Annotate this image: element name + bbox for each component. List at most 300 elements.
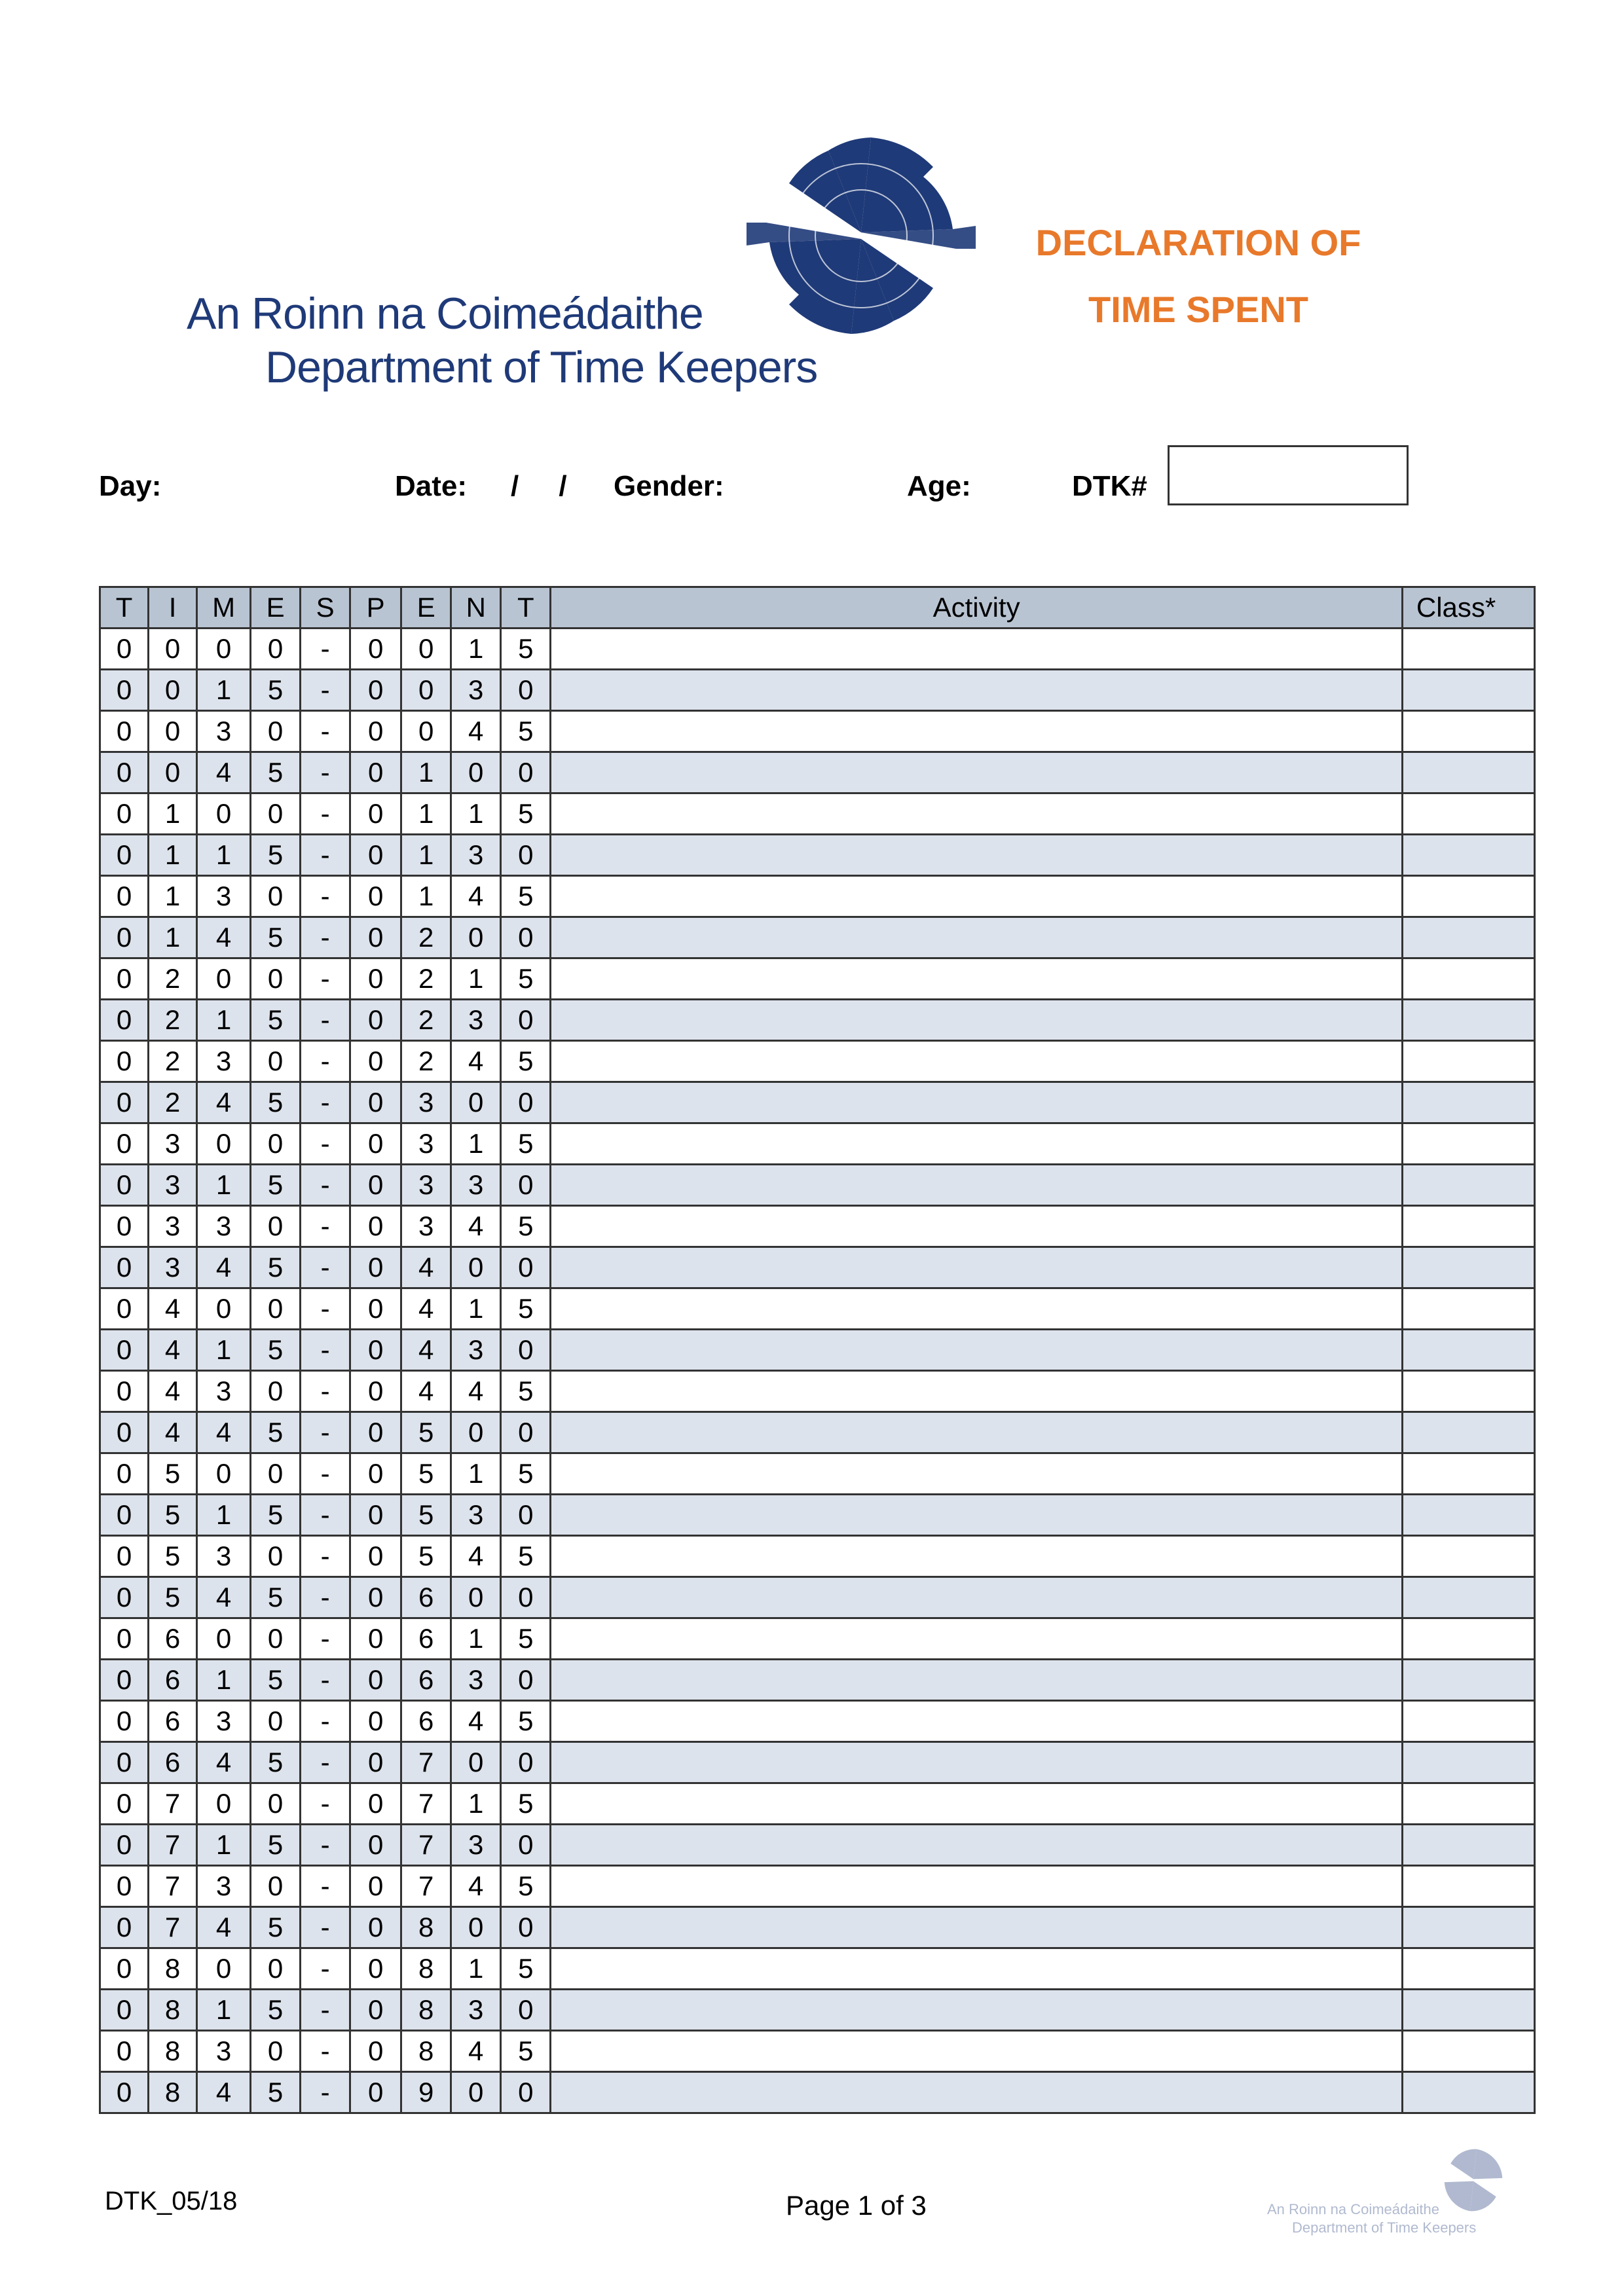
class-cell[interactable] — [1402, 1123, 1534, 1165]
time-digit-cell: 5 — [501, 1783, 551, 1825]
time-digit-cell: 0 — [350, 1701, 401, 1742]
time-digit-cell: 0 — [350, 1123, 401, 1165]
time-digit-cell: 1 — [197, 1165, 251, 1206]
class-cell[interactable] — [1402, 2072, 1534, 2113]
time-digit-cell: 0 — [197, 1123, 251, 1165]
time-digit-cell: 4 — [197, 1412, 251, 1453]
time-digit-cell: 5 — [251, 670, 301, 711]
activity-cell[interactable] — [551, 1742, 1403, 1783]
class-cell[interactable] — [1402, 1866, 1534, 1907]
activity-cell[interactable] — [551, 1206, 1403, 1247]
class-cell[interactable] — [1402, 1000, 1534, 1041]
activity-cell[interactable] — [551, 1123, 1403, 1165]
activity-cell[interactable] — [551, 1866, 1403, 1907]
time-digit-cell: 5 — [401, 1453, 451, 1495]
time-digit-cell: 3 — [197, 2031, 251, 2072]
time-digit-cell: 0 — [350, 1041, 401, 1082]
time-digit-cell: 0 — [501, 1000, 551, 1041]
time-digit-cell: 8 — [401, 1948, 451, 1990]
time-digit-cell: 0 — [251, 1618, 301, 1660]
time-digit-cell: 8 — [401, 1990, 451, 2031]
time-digit-cell: 5 — [149, 1453, 197, 1495]
time-digit-cell: 5 — [501, 793, 551, 835]
activity-cell[interactable] — [551, 1948, 1403, 1990]
activity-cell[interactable] — [551, 1660, 1403, 1701]
time-digit-cell: 0 — [350, 1825, 401, 1866]
time-digit-cell: 0 — [100, 835, 149, 876]
class-header: Class* — [1402, 587, 1534, 629]
time-digit-cell: 0 — [100, 1660, 149, 1701]
time-digit-cell: 0 — [401, 670, 451, 711]
table-row — [100, 1082, 1535, 1123]
class-cell[interactable] — [1402, 1453, 1534, 1495]
activity-cell[interactable] — [551, 1288, 1403, 1330]
time-digit-cell: 0 — [350, 711, 401, 752]
table-row — [100, 1660, 1535, 1701]
time-digit-cell: - — [301, 876, 350, 917]
time-digit-cell: - — [301, 1536, 350, 1577]
time-digit-cell: 5 — [251, 1247, 301, 1288]
time-digit-cell: 5 — [251, 1082, 301, 1123]
time-digit-cell: 0 — [451, 1907, 501, 1948]
time-digit-cell: 3 — [197, 876, 251, 917]
time-digit-cell: 0 — [350, 1247, 401, 1288]
table-row — [100, 1742, 1535, 1783]
time-digit-cell: - — [301, 752, 350, 793]
time-digit-cell: 0 — [251, 1783, 301, 1825]
time-digit-cell: 0 — [100, 629, 149, 670]
time-digit-cell: 0 — [451, 1082, 501, 1123]
date-label: Date: — [395, 470, 468, 502]
time-digit-cell: - — [301, 2072, 350, 2113]
time-digit-cell: - — [301, 1371, 350, 1412]
time-digit-cell: 1 — [149, 876, 197, 917]
time-digit-cell: - — [301, 1783, 350, 1825]
time-digit-cell: - — [301, 1825, 350, 1866]
time-digit-cell: - — [301, 1866, 350, 1907]
time-digit-cell: 5 — [401, 1412, 451, 1453]
class-cell[interactable] — [1402, 1412, 1534, 1453]
time-digit-cell: 5 — [501, 1948, 551, 1990]
time-digit-cell: 0 — [350, 1660, 401, 1701]
activity-cell[interactable] — [551, 1495, 1403, 1536]
time-digit-cell: 0 — [100, 1948, 149, 1990]
time-digit-cell: - — [301, 1990, 350, 2031]
activity-cell[interactable] — [551, 1825, 1403, 1866]
time-digit-cell: 4 — [197, 1247, 251, 1288]
activity-cell[interactable] — [551, 1041, 1403, 1082]
time-digit-cell: 0 — [350, 1206, 401, 1247]
time-digit-cell: 4 — [451, 1371, 501, 1412]
time-digit-cell: 1 — [401, 835, 451, 876]
time-digit-cell: 0 — [350, 1990, 401, 2031]
activity-cell[interactable] — [551, 1000, 1403, 1041]
time-digit-cell: 1 — [451, 1123, 501, 1165]
time-digit-cell: 8 — [149, 2031, 197, 2072]
class-cell[interactable] — [1402, 1990, 1534, 2031]
activity-cell[interactable] — [551, 1165, 1403, 1206]
activity-cell[interactable] — [551, 917, 1403, 958]
class-cell[interactable] — [1402, 1165, 1534, 1206]
time-digit-cell: 5 — [501, 958, 551, 1000]
time-digit-cell: 5 — [501, 1123, 551, 1165]
time-digit-cell: - — [301, 958, 350, 1000]
time-digit-cell: 0 — [350, 670, 401, 711]
time-digit-cell: 1 — [451, 958, 501, 1000]
time-digit-cell: 4 — [197, 1742, 251, 1783]
table-row — [100, 1783, 1535, 1825]
time-digit-cell: 3 — [197, 1371, 251, 1412]
time-header-letter: I — [149, 587, 197, 629]
time-digit-cell: 4 — [451, 876, 501, 917]
table-row — [100, 1206, 1535, 1247]
footer-logo-icon — [1434, 2141, 1513, 2219]
activity-cell[interactable] — [551, 1783, 1403, 1825]
activity-cell[interactable] — [551, 793, 1403, 835]
time-digit-cell: - — [301, 629, 350, 670]
time-digit-cell: 0 — [100, 2031, 149, 2072]
time-digit-cell: 0 — [501, 1577, 551, 1618]
table-row — [100, 876, 1535, 917]
class-cell[interactable] — [1402, 1742, 1534, 1783]
class-cell[interactable] — [1402, 1660, 1534, 1701]
time-digit-cell: 8 — [401, 2031, 451, 2072]
time-digit-cell: 8 — [149, 1990, 197, 2031]
class-cell[interactable] — [1402, 1082, 1534, 1123]
table-row — [100, 1495, 1535, 1536]
class-cell[interactable] — [1402, 1247, 1534, 1288]
table-row — [100, 1000, 1535, 1041]
time-digit-cell: 7 — [401, 1783, 451, 1825]
table-row — [100, 1701, 1535, 1742]
time-digit-cell: 1 — [451, 1453, 501, 1495]
activity-cell[interactable] — [551, 1371, 1403, 1412]
time-digit-cell: - — [301, 670, 350, 711]
time-digit-cell: 0 — [251, 1371, 301, 1412]
time-digit-cell: 5 — [501, 1536, 551, 1577]
time-digit-cell: 2 — [401, 1000, 451, 1041]
time-digit-cell: 0 — [350, 1742, 401, 1783]
time-digit-cell: 7 — [149, 1783, 197, 1825]
time-digit-cell: 1 — [451, 1783, 501, 1825]
time-digit-cell: - — [301, 1247, 350, 1288]
class-cell[interactable] — [1402, 917, 1534, 958]
class-cell[interactable] — [1402, 1041, 1534, 1082]
time-digit-cell: 3 — [401, 1165, 451, 1206]
time-digit-cell: 1 — [451, 793, 501, 835]
footer-logo — [1267, 2141, 1549, 2246]
form-title-line2: TIME SPENT — [1088, 289, 1309, 330]
time-digit-cell: 0 — [350, 1082, 401, 1123]
time-header-letter: E — [251, 587, 301, 629]
time-digit-cell: 0 — [100, 1123, 149, 1165]
activity-cell[interactable] — [551, 1907, 1403, 1948]
time-digit-cell: 0 — [350, 1000, 401, 1041]
table-row — [100, 1288, 1535, 1330]
activity-cell[interactable] — [551, 1577, 1403, 1618]
class-cell[interactable] — [1402, 1701, 1534, 1742]
time-digit-cell: 0 — [251, 793, 301, 835]
time-digit-cell: 3 — [197, 1701, 251, 1742]
activity-cell[interactable] — [551, 958, 1403, 1000]
activity-header: Activity — [551, 587, 1403, 629]
time-digit-cell: 1 — [197, 670, 251, 711]
time-digit-cell: 4 — [451, 1701, 501, 1742]
class-cell[interactable] — [1402, 752, 1534, 793]
activity-cell[interactable] — [551, 1990, 1403, 2031]
time-digit-cell: 4 — [149, 1330, 197, 1371]
activity-cell[interactable] — [551, 1330, 1403, 1371]
time-digit-cell: 0 — [451, 917, 501, 958]
time-digit-cell: 1 — [197, 1330, 251, 1371]
time-digit-cell: - — [301, 1701, 350, 1742]
activity-cell[interactable] — [551, 711, 1403, 752]
table-row — [100, 1371, 1535, 1412]
time-digit-cell: 3 — [149, 1206, 197, 1247]
table-row — [100, 917, 1535, 958]
time-digit-cell: - — [301, 1330, 350, 1371]
time-digit-cell: 4 — [149, 1288, 197, 1330]
activity-cell[interactable] — [551, 2072, 1403, 2113]
time-digit-cell: 7 — [401, 1866, 451, 1907]
time-digit-cell: 0 — [501, 1990, 551, 2031]
time-digit-cell: 0 — [100, 1866, 149, 1907]
time-digit-cell: 0 — [197, 1783, 251, 1825]
time-digit-cell: 0 — [100, 711, 149, 752]
time-header-letter: N — [451, 587, 501, 629]
time-digit-cell: 5 — [251, 1412, 301, 1453]
time-digit-cell: - — [301, 1660, 350, 1701]
class-cell[interactable] — [1402, 876, 1534, 917]
table-row — [100, 1453, 1535, 1495]
table-row — [100, 1990, 1535, 2031]
activity-cell[interactable] — [551, 670, 1403, 711]
time-digit-cell: 0 — [100, 2072, 149, 2113]
activity-cell[interactable] — [551, 629, 1403, 670]
class-cell[interactable] — [1402, 1288, 1534, 1330]
time-digit-cell: - — [301, 711, 350, 752]
time-digit-cell: 0 — [451, 1412, 501, 1453]
time-digit-cell: 0 — [100, 1371, 149, 1412]
activity-cell[interactable] — [551, 1618, 1403, 1660]
time-digit-cell: 0 — [350, 835, 401, 876]
time-digit-cell: 0 — [451, 2072, 501, 2113]
time-digit-cell: 0 — [197, 958, 251, 1000]
footer-logo-text-irish: An Roinn na Coimeádaithe — [1267, 2201, 1439, 2217]
time-digit-cell: 2 — [401, 958, 451, 1000]
class-cell[interactable] — [1402, 1783, 1534, 1825]
time-digit-cell: 6 — [149, 1660, 197, 1701]
time-digit-cell: 5 — [251, 1330, 301, 1371]
activity-cell[interactable] — [551, 2031, 1403, 2072]
time-digit-cell: 1 — [451, 1288, 501, 1330]
time-digit-cell: 0 — [100, 1247, 149, 1288]
age-label: Age: — [907, 470, 971, 502]
time-digit-cell: 6 — [149, 1618, 197, 1660]
time-digit-cell: 5 — [501, 1618, 551, 1660]
time-digit-cell: 5 — [501, 1041, 551, 1082]
time-digit-cell: 2 — [149, 1000, 197, 1041]
time-digit-cell: 4 — [401, 1288, 451, 1330]
activity-cell[interactable] — [551, 876, 1403, 917]
activity-cell[interactable] — [551, 1247, 1403, 1288]
class-cell[interactable] — [1402, 1206, 1534, 1247]
table-row — [100, 1948, 1535, 1990]
time-digit-cell: 6 — [401, 1577, 451, 1618]
time-digit-cell: 5 — [251, 1660, 301, 1701]
time-digit-cell: 5 — [251, 1000, 301, 1041]
time-digit-cell: 4 — [197, 752, 251, 793]
activity-cell[interactable] — [551, 1701, 1403, 1742]
table-row — [100, 793, 1535, 835]
time-digit-cell: 0 — [251, 876, 301, 917]
class-cell[interactable] — [1402, 2031, 1534, 2072]
time-digit-cell: 5 — [251, 1495, 301, 1536]
time-digit-cell: 0 — [251, 1206, 301, 1247]
gender-label: Gender: — [614, 470, 724, 502]
time-digit-cell: 5 — [401, 1495, 451, 1536]
time-digit-cell: 0 — [350, 1907, 401, 1948]
activity-cell[interactable] — [551, 1536, 1403, 1577]
time-digit-cell: 0 — [251, 1701, 301, 1742]
time-digit-cell: - — [301, 1948, 350, 1990]
class-cell[interactable] — [1402, 958, 1534, 1000]
time-digit-cell: 5 — [149, 1536, 197, 1577]
time-digit-cell: 7 — [401, 1742, 451, 1783]
activity-cell[interactable] — [551, 1453, 1403, 1495]
time-digit-cell: 4 — [149, 1412, 197, 1453]
time-digit-cell: 0 — [100, 1000, 149, 1041]
time-digit-cell: 5 — [251, 1990, 301, 2031]
time-digit-cell: - — [301, 1495, 350, 1536]
time-digit-cell: 5 — [251, 835, 301, 876]
class-cell[interactable] — [1402, 1577, 1534, 1618]
time-digit-cell: 0 — [251, 2031, 301, 2072]
table-row — [100, 1825, 1535, 1866]
time-digit-cell: 6 — [401, 1701, 451, 1742]
time-digit-cell: 5 — [501, 1206, 551, 1247]
time-digit-cell: 0 — [451, 1247, 501, 1288]
class-cell[interactable] — [1402, 1618, 1534, 1660]
time-digit-cell: 5 — [149, 1495, 197, 1536]
time-digit-cell: 3 — [197, 711, 251, 752]
time-digit-cell: 0 — [350, 1495, 401, 1536]
class-cell[interactable] — [1402, 1495, 1534, 1536]
time-digit-cell: 3 — [401, 1123, 451, 1165]
time-digit-cell: - — [301, 917, 350, 958]
activity-cell[interactable] — [551, 1412, 1403, 1453]
time-digit-cell: 0 — [100, 1206, 149, 1247]
time-digit-cell: 4 — [451, 711, 501, 752]
time-digit-cell: 0 — [197, 629, 251, 670]
time-digit-cell: - — [301, 1453, 350, 1495]
table-row — [100, 1577, 1535, 1618]
time-header-letter: T — [501, 587, 551, 629]
time-digit-cell: 0 — [350, 1371, 401, 1412]
time-digit-cell: 1 — [149, 917, 197, 958]
time-digit-cell: 8 — [149, 1948, 197, 1990]
time-digit-cell: 0 — [100, 958, 149, 1000]
class-cell[interactable] — [1402, 1825, 1534, 1866]
org-name-english: Department of Time Keepers — [265, 342, 818, 392]
dtk-label: DTK# — [1072, 470, 1147, 502]
time-digit-cell: 1 — [197, 1660, 251, 1701]
table-row — [100, 1536, 1535, 1577]
time-digit-cell: 5 — [501, 1701, 551, 1742]
class-cell[interactable] — [1402, 1948, 1534, 1990]
time-digit-cell: 0 — [100, 876, 149, 917]
class-cell[interactable] — [1402, 793, 1534, 835]
time-digit-cell: 0 — [100, 1165, 149, 1206]
time-digit-cell: 6 — [149, 1742, 197, 1783]
time-digit-cell: 4 — [451, 1866, 501, 1907]
time-digit-cell: 7 — [149, 1825, 197, 1866]
time-digit-cell: 5 — [501, 1866, 551, 1907]
activity-cell[interactable] — [551, 752, 1403, 793]
class-cell[interactable] — [1402, 1371, 1534, 1412]
time-digit-cell: 0 — [100, 1495, 149, 1536]
time-digit-cell: 0 — [197, 793, 251, 835]
time-digit-cell: - — [301, 1206, 350, 1247]
time-digit-cell: 4 — [197, 1082, 251, 1123]
time-digit-cell: 0 — [100, 1907, 149, 1948]
time-digit-cell: 0 — [100, 917, 149, 958]
class-cell[interactable] — [1402, 1907, 1534, 1948]
time-digit-cell: 5 — [251, 2072, 301, 2113]
class-cell[interactable] — [1402, 629, 1534, 670]
time-digit-cell: 0 — [197, 1618, 251, 1660]
time-digit-cell: 5 — [251, 917, 301, 958]
activity-cell[interactable] — [551, 1082, 1403, 1123]
time-digit-cell: 0 — [451, 1577, 501, 1618]
class-cell[interactable] — [1402, 1330, 1534, 1371]
dtk-number-field[interactable] — [1168, 445, 1409, 505]
activity-cell[interactable] — [551, 835, 1403, 876]
time-digit-cell: 0 — [100, 1412, 149, 1453]
time-digit-cell: 0 — [350, 793, 401, 835]
time-digit-cell: 9 — [401, 2072, 451, 2113]
class-cell[interactable] — [1402, 711, 1534, 752]
class-cell[interactable] — [1402, 835, 1534, 876]
time-digit-cell: 0 — [501, 1742, 551, 1783]
time-digit-cell: 5 — [149, 1577, 197, 1618]
time-digit-cell: 0 — [100, 1536, 149, 1577]
time-digit-cell: 0 — [100, 1618, 149, 1660]
time-digit-cell: 0 — [451, 752, 501, 793]
time-digit-cell: 3 — [197, 1041, 251, 1082]
table-row — [100, 711, 1535, 752]
time-digit-cell: 0 — [149, 670, 197, 711]
class-cell[interactable] — [1402, 670, 1534, 711]
time-digit-cell: 0 — [501, 752, 551, 793]
time-digit-cell: - — [301, 1082, 350, 1123]
time-digit-cell: - — [301, 1907, 350, 1948]
time-digit-cell: 0 — [251, 629, 301, 670]
table-row — [100, 1123, 1535, 1165]
class-cell[interactable] — [1402, 1536, 1534, 1577]
department-logo-icon — [737, 115, 986, 357]
time-digit-cell: 1 — [197, 1000, 251, 1041]
time-digit-cell: 1 — [401, 752, 451, 793]
table-row — [100, 629, 1535, 670]
time-digit-cell: 5 — [251, 1825, 301, 1866]
table-row — [100, 835, 1535, 876]
time-digit-cell: 5 — [501, 2031, 551, 2072]
time-digit-cell: 3 — [451, 1825, 501, 1866]
time-digit-cell: 0 — [100, 1082, 149, 1123]
time-digit-cell: 3 — [451, 1990, 501, 2031]
time-digit-cell: 0 — [251, 1453, 301, 1495]
